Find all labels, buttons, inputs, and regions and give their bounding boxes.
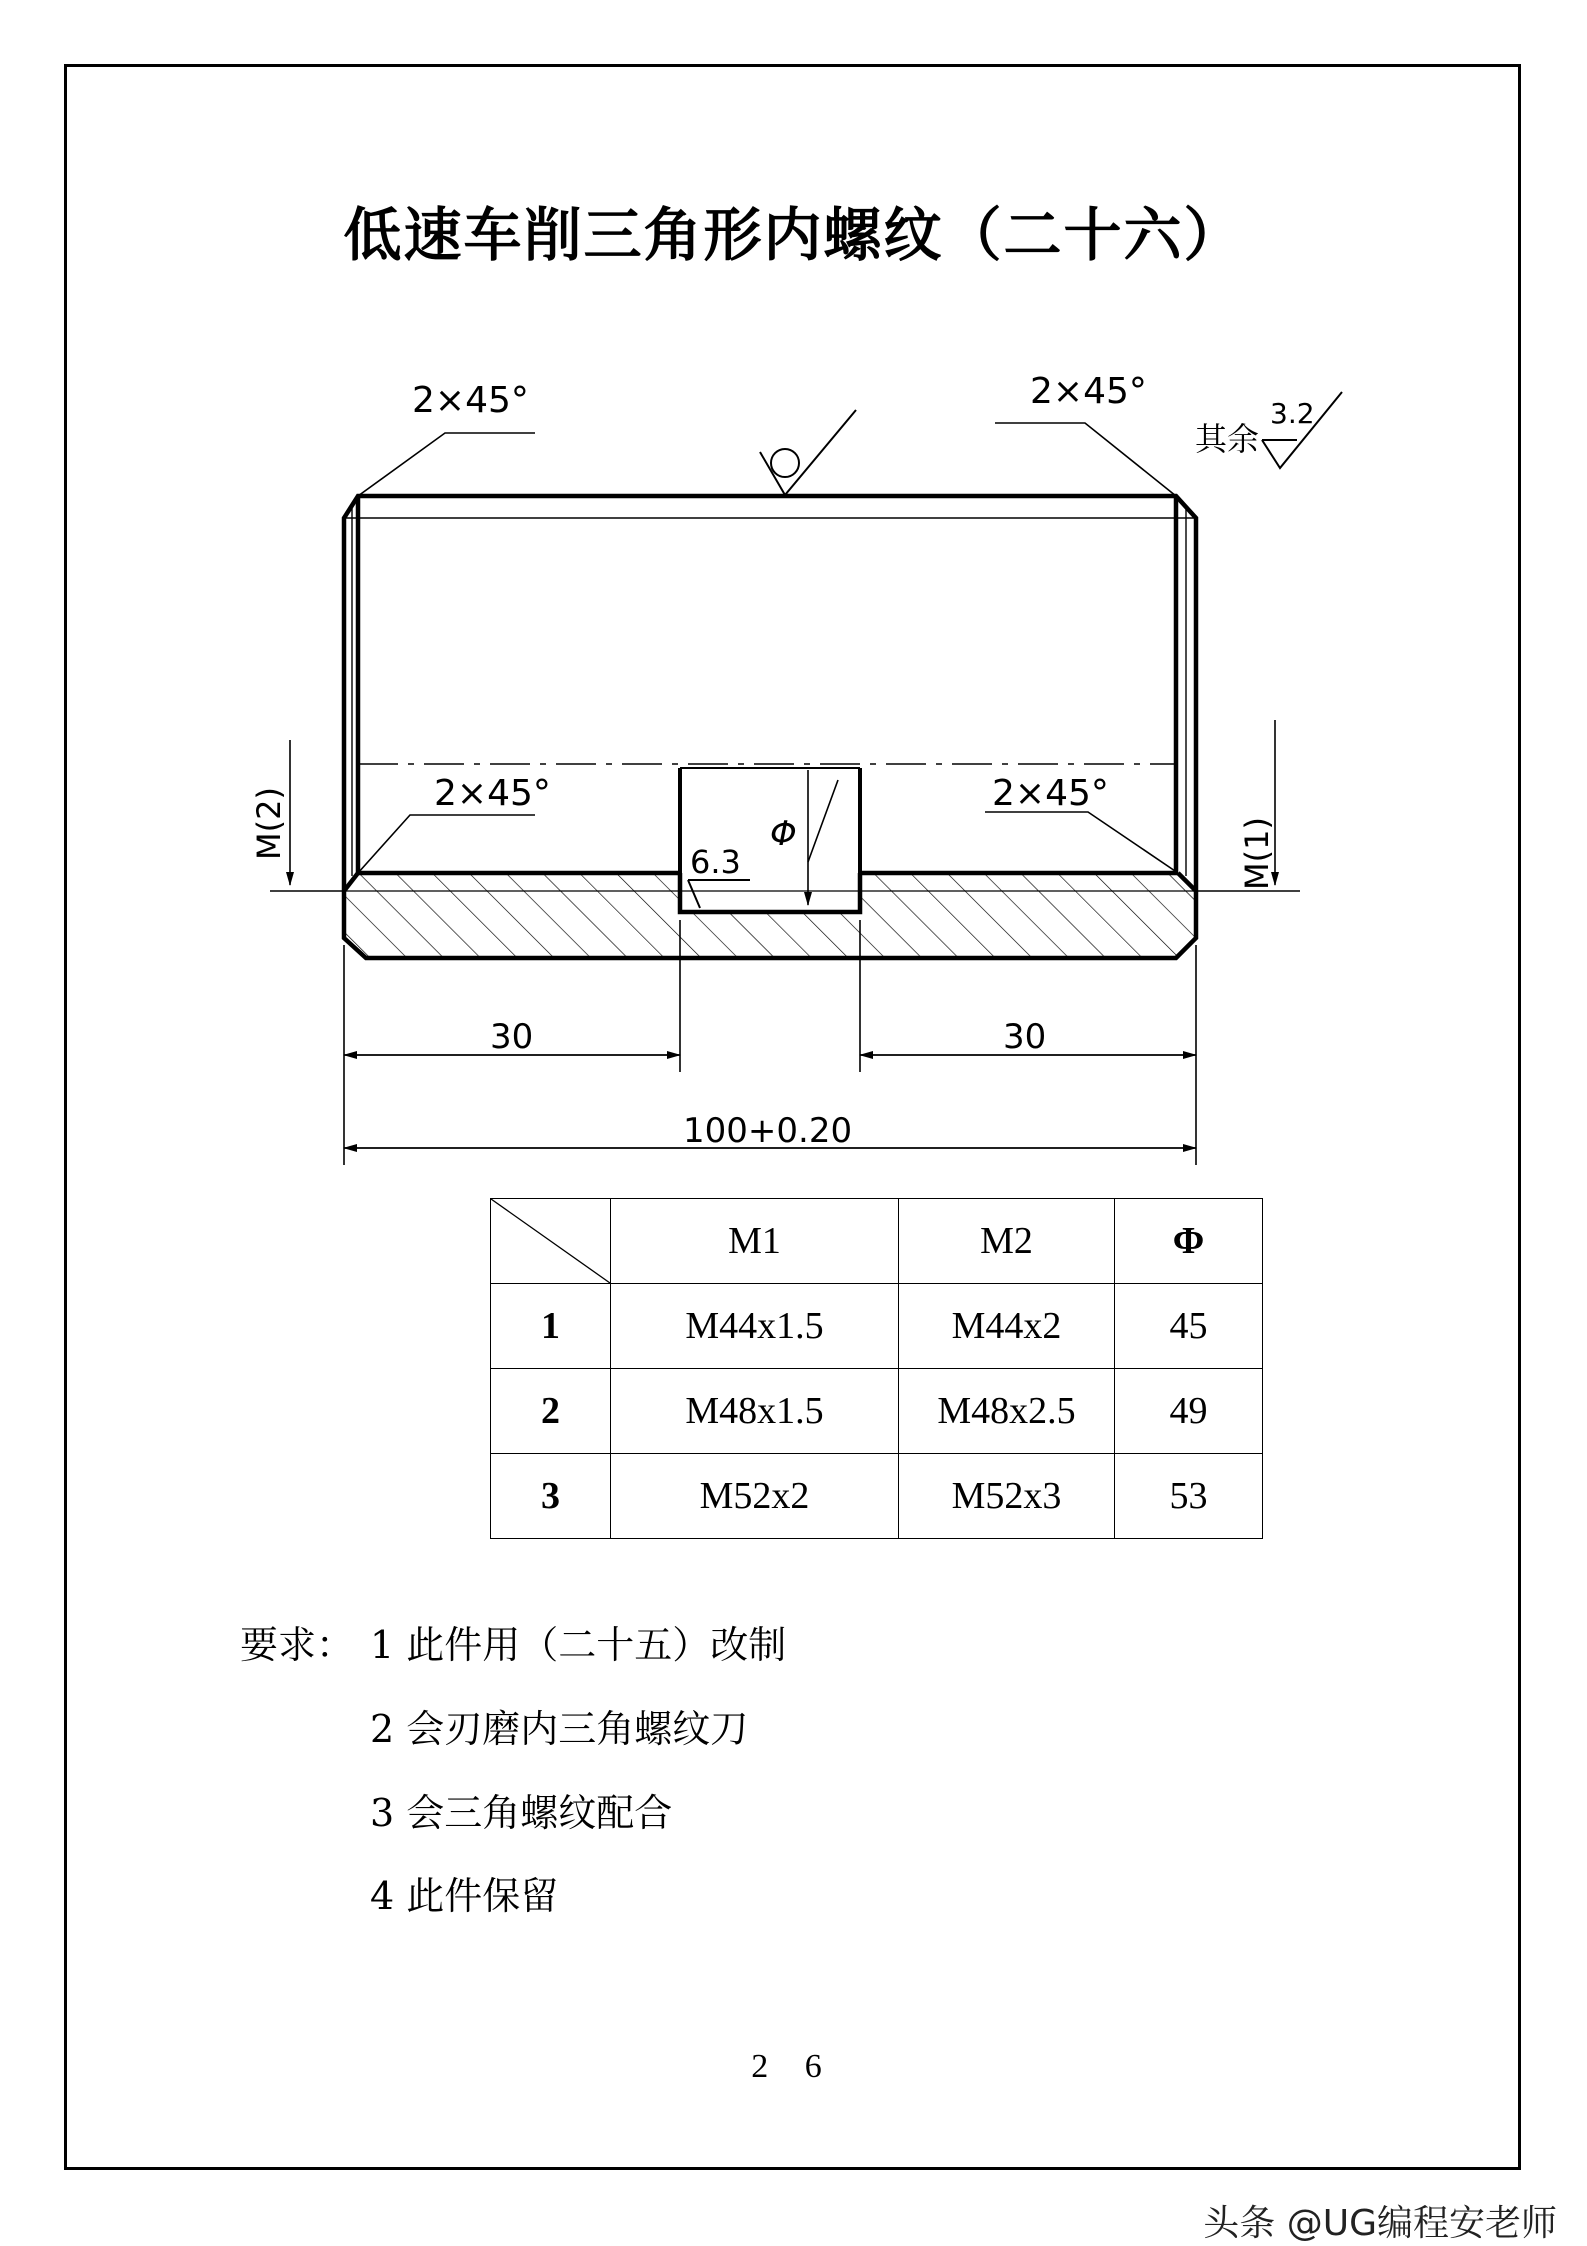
table-corner-cell: [491, 1199, 611, 1284]
requirements-label: 要求：: [240, 1623, 355, 1667]
table-header-m1: M1: [611, 1199, 899, 1284]
watermark: 头条 @UG编程安老师: [1203, 2203, 1557, 2244]
table-row-number: 1: [491, 1284, 611, 1369]
table-cell-m1: M52x2: [611, 1454, 899, 1539]
requirement-item-3: 3 会三角螺纹配合: [370, 1791, 673, 1835]
dimension-right-30: 30: [1003, 1017, 1047, 1057]
dimension-left-30: 30: [490, 1017, 534, 1057]
roughness-other-value: 3.2: [1270, 397, 1315, 430]
table-cell-m2: M44x2: [899, 1284, 1115, 1369]
chamfer-label-bottom-left: 2×45°: [434, 773, 551, 814]
table-row-number: 2: [491, 1369, 611, 1454]
roughness-symbol-top: [760, 410, 856, 495]
page-title: 低速车削三角形内螺纹（二十六）: [343, 201, 1244, 269]
section-hatch-left: [344, 873, 1196, 958]
thread-label-right: M(1): [1238, 817, 1276, 890]
spec-table: [490, 1198, 1263, 1539]
table-header-m2: M2: [899, 1199, 1115, 1284]
table-header-phi: Φ: [1115, 1199, 1263, 1284]
roughness-symbol-groove: [688, 880, 750, 908]
thread-dimension-lines: [270, 720, 1300, 891]
roughness-other-prefix: 其余: [1195, 420, 1260, 458]
table-cell-m2: M52x3: [899, 1454, 1115, 1539]
table-cell-m2: M48x2.5: [899, 1369, 1115, 1454]
table-row: [491, 1454, 1263, 1539]
chamfer-label-top-left: 2×45°: [412, 380, 529, 421]
requirement-item-1: 1 此件用（二十五）改制: [370, 1623, 787, 1667]
diameter-symbol: Φ: [770, 814, 797, 854]
page-number: 2 6: [751, 2048, 836, 2085]
table-row-number: 3: [491, 1454, 611, 1539]
table-cell-phi: 53: [1115, 1454, 1263, 1539]
dimension-total: 100+0.20: [683, 1111, 853, 1151]
table-cell-m1: M44x1.5: [611, 1284, 899, 1369]
chamfer-label-bottom-right: 2×45°: [992, 773, 1109, 814]
chamfer-label-top-right: 2×45°: [1030, 371, 1147, 412]
table-cell-phi: 45: [1115, 1284, 1263, 1369]
thread-label-left: M(2): [250, 787, 288, 860]
table-cell-phi: 49: [1115, 1369, 1263, 1454]
table-header-row: [491, 1199, 1263, 1284]
table-cell-m1: M48x1.5: [611, 1369, 899, 1454]
table-row: [491, 1284, 1263, 1369]
diameter-dimension: [808, 770, 838, 905]
table-row: [491, 1369, 1263, 1454]
requirement-item-2: 2 会刃磨内三角螺纹刀: [370, 1707, 749, 1751]
groove-roughness-value: 6.3: [690, 843, 741, 881]
requirement-item-4: 4 此件保留: [370, 1874, 559, 1918]
